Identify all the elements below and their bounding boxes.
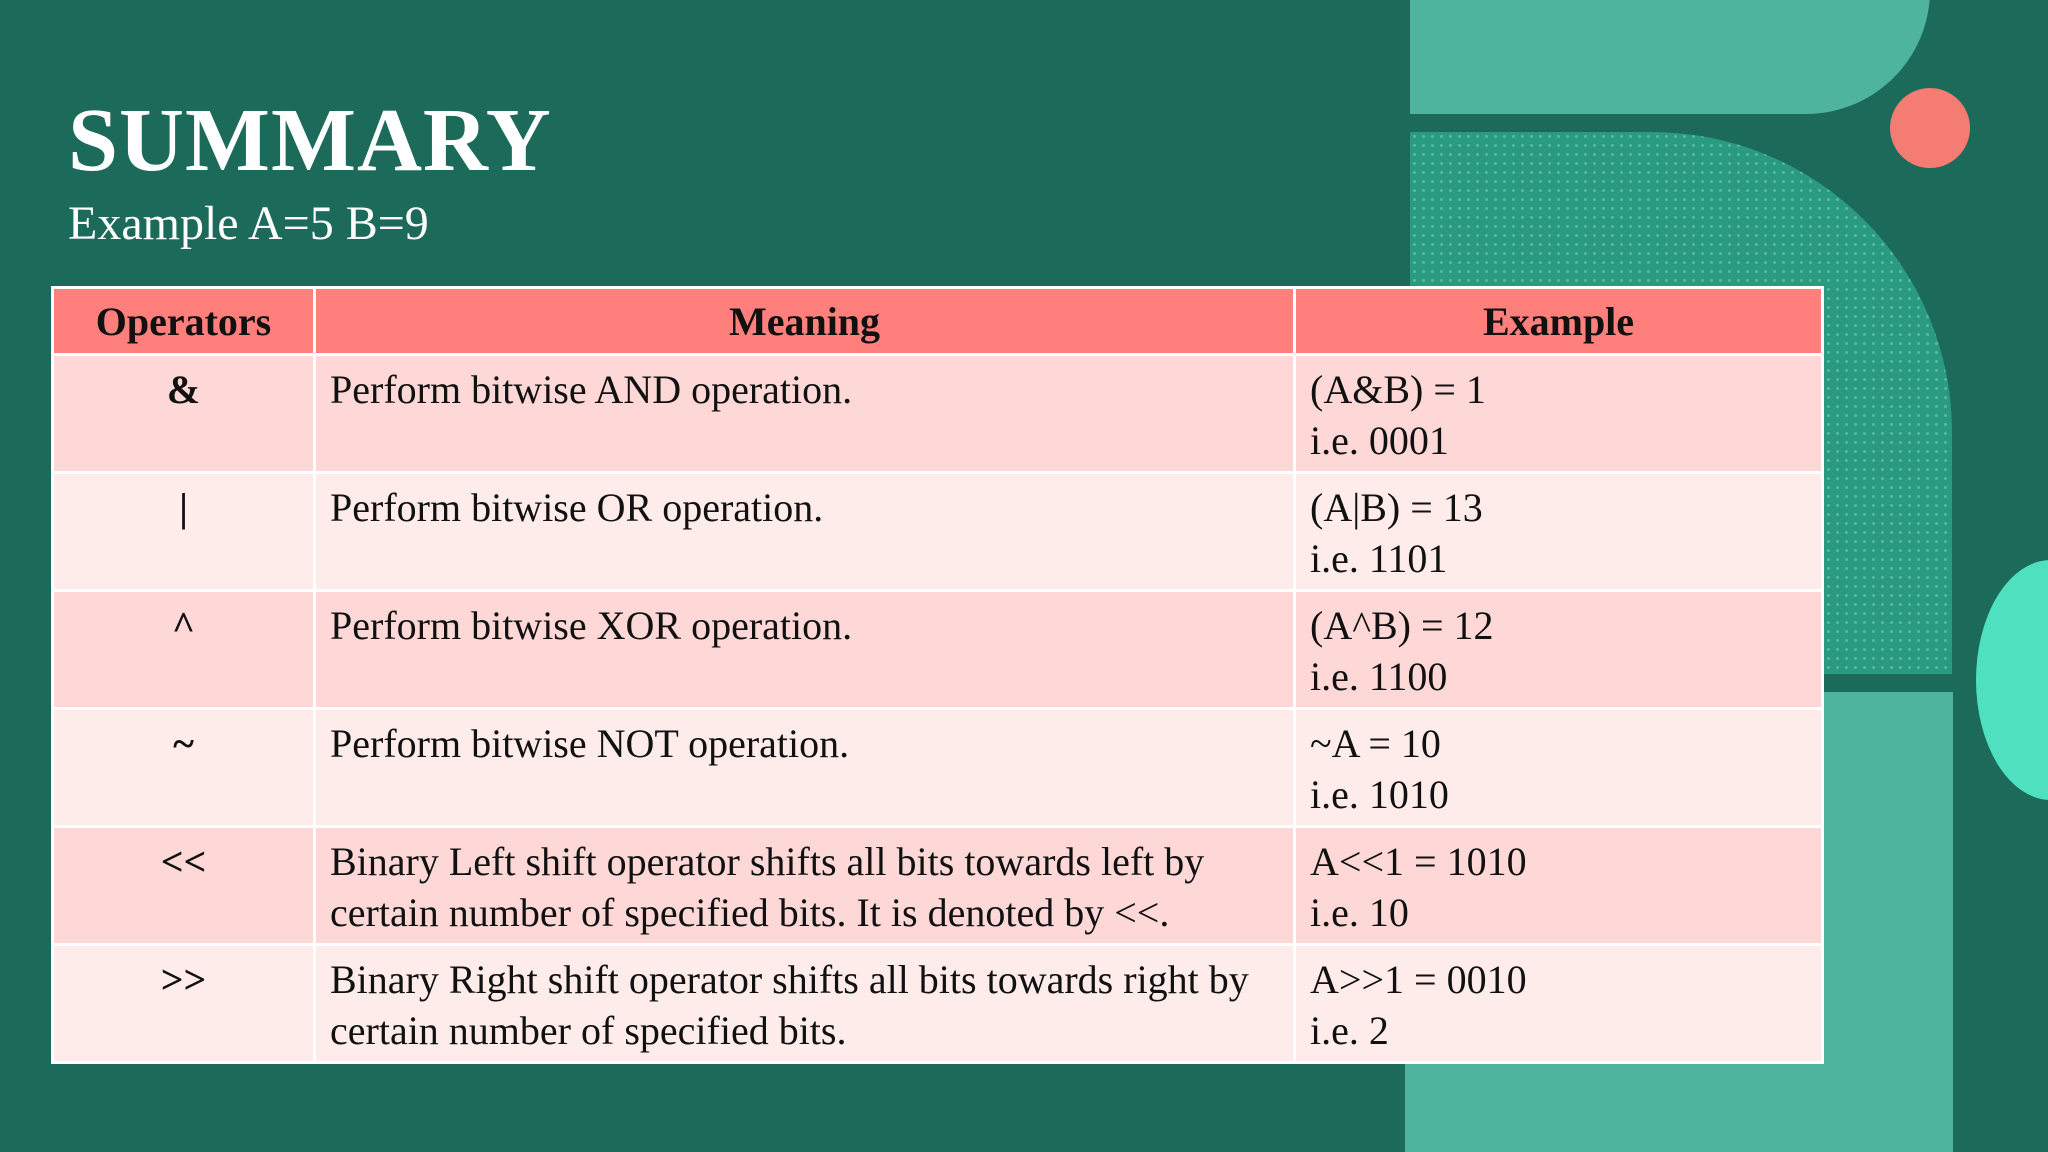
meaning-cell: Perform bitwise XOR operation. [315, 591, 1295, 709]
operator-cell: >> [53, 945, 315, 1063]
header-operators: Operators [53, 288, 315, 355]
example-expression: ~A = 10 [1310, 721, 1441, 766]
table-header-row [53, 288, 1823, 355]
operator-cell: << [53, 827, 315, 945]
table-row [53, 945, 1823, 1063]
example-expression: (A^B) = 12 [1310, 603, 1494, 648]
meaning-cell: Binary Right shift operator shifts all bits towards right by certain number of specified bits. [315, 945, 1295, 1063]
example-expression: (A|B) = 13 [1310, 485, 1483, 530]
operator-cell: | [53, 473, 315, 591]
slide-subtitle: Example A=5 B=9 [68, 197, 429, 250]
example-cell [1295, 945, 1823, 1063]
operator-cell: & [53, 355, 315, 473]
header-example: Example [1295, 288, 1823, 355]
example-binary: i.e. 10 [1310, 890, 1409, 935]
example-binary: i.e. 1100 [1310, 654, 1448, 699]
header-meaning: Meaning [315, 288, 1295, 355]
example-cell [1295, 355, 1823, 473]
table-row [53, 473, 1823, 591]
decor-mint-shape [1976, 560, 2048, 800]
example-expression: (A&B) = 1 [1310, 367, 1486, 412]
meaning-cell: Perform bitwise AND operation. [315, 355, 1295, 473]
meaning-cell: Binary Left shift operator shifts all bits towards left by certain number of specified bits. It is denoted by <<. [315, 827, 1295, 945]
table-row [53, 355, 1823, 473]
meaning-cell: Perform bitwise NOT operation. [315, 709, 1295, 827]
operators-table [51, 286, 1824, 1064]
operator-cell: ~ [53, 709, 315, 827]
example-binary: i.e. 0001 [1310, 418, 1449, 463]
example-expression: A>>1 = 0010 [1310, 957, 1527, 1002]
example-cell [1295, 591, 1823, 709]
example-binary: i.e. 1010 [1310, 772, 1449, 817]
operator-cell: ^ [53, 591, 315, 709]
table-row [53, 827, 1823, 945]
slide-title: SUMMARY [68, 91, 552, 190]
example-cell [1295, 473, 1823, 591]
decor-coral-circle [1890, 88, 1970, 168]
example-cell [1295, 827, 1823, 945]
example-expression: A<<1 = 1010 [1310, 839, 1527, 884]
example-binary: i.e. 1101 [1310, 536, 1448, 581]
table-row [53, 591, 1823, 709]
example-binary: i.e. 2 [1310, 1008, 1389, 1053]
example-cell [1295, 709, 1823, 827]
decor-top-shape [1410, 0, 1930, 114]
meaning-cell: Perform bitwise OR operation. [315, 473, 1295, 591]
table-row [53, 709, 1823, 827]
